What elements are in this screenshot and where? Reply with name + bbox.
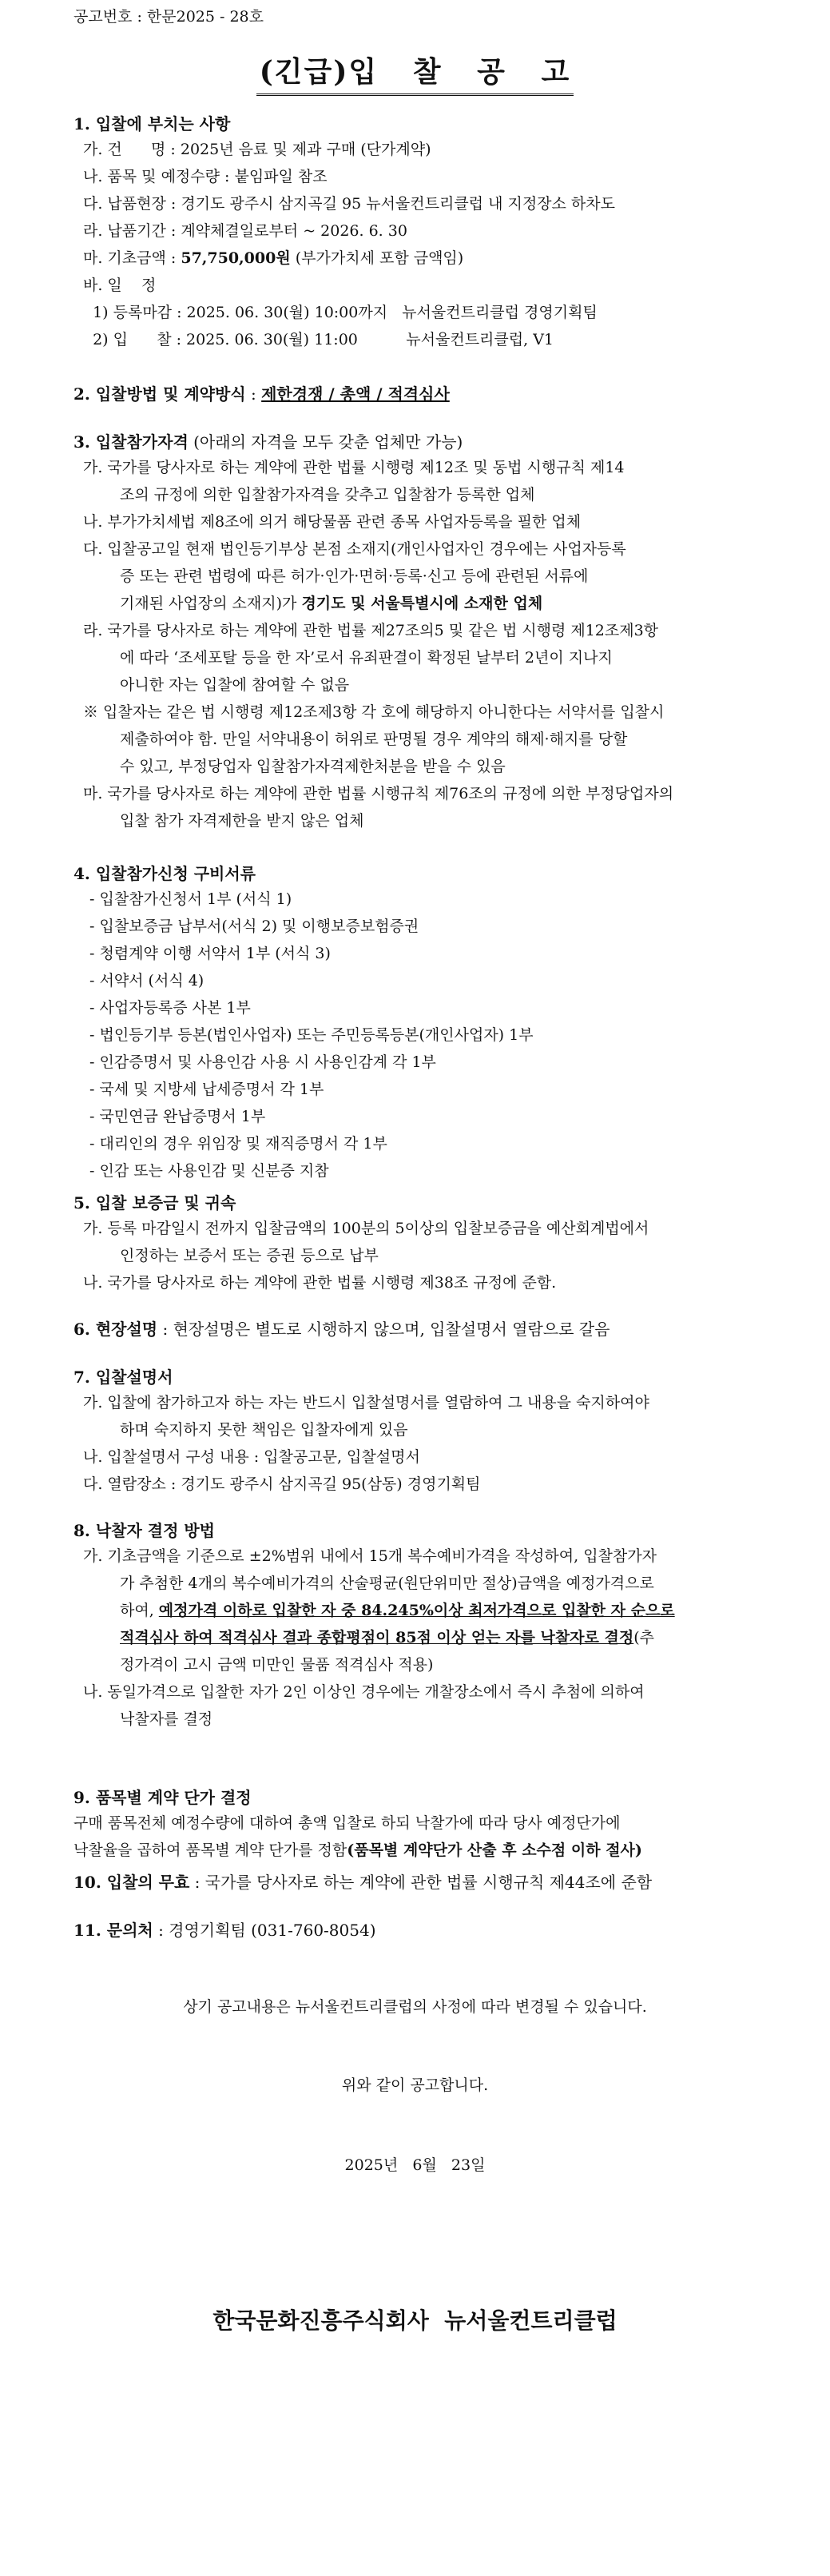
section-deposit xyxy=(73,1191,761,1296)
document-item: - 인감증명서 및 사용인감 사용 시 사용인감계 각 1부 xyxy=(89,1053,436,1071)
schedule-registration: 1) 등록마감 : 2025. 06. 30(월) 10:00까지 뉴서울컨트리클럽 경영기획팀 xyxy=(83,304,598,321)
award-a-cont: 가 추첨한 4개의 복수예비가격의 산술평균(원단위미만 절상)금액을 예정가격으로 xyxy=(120,1575,654,1592)
deposit-a: 가. 등록 마감일시 전까지 입찰금액의 100분의 5이상의 입찰보증금을 예산회계법에서 xyxy=(83,1220,649,1237)
section-title: 8. 낙찰자 결정 방법 xyxy=(73,1521,216,1540)
unit-price-text-3: 낙찰율을 곱하여 품목별 계약 단가를 정함 xyxy=(73,1841,347,1859)
invalid-bid-label: 10. 입찰의 무효 xyxy=(73,1873,190,1892)
document-item: - 대리인의 경우 위임장 및 재직증명서 각 1부 xyxy=(89,1135,387,1153)
award-emphasis: 예정가격 이하로 입찰한 자 중 84.245%이상 최저가격으로 입찰한 자 순으로 xyxy=(158,1602,675,1619)
document-list xyxy=(73,886,761,1184)
manual-a-cont: 하며 숙지하지 못한 책임은 입찰자에게 있음 xyxy=(120,1421,408,1439)
qualification-notice-cont2: 수 있고, 부정당업자 입찰참가자격제한처분을 받을 수 있음 xyxy=(120,758,506,775)
change-notice: 상기 공고내용은 뉴서울컨트리클럽의 사정에 따라 변경될 수 있습니다. xyxy=(183,1998,647,2016)
unit-price-text-2 xyxy=(73,1837,761,1864)
section-title: 4. 입찰참가신청 구비서류 xyxy=(73,864,256,883)
unit-price-emphasis: (품목별 계약단가 산출 후 소수점 이하 절사) xyxy=(347,1841,642,1859)
section-title: 7. 입찰설명서 xyxy=(73,1368,173,1387)
award-emphasis-2: 적격심사 하여 적격심사 결과 종합평점이 85점 이상 얻는 자를 낙찰자로 결정 xyxy=(120,1629,634,1646)
site-briefing-text: : 현장설명은 별도로 시행하지 않으며, 입찰설명서 열람으로 갈음 xyxy=(157,1320,610,1339)
qualification-c: 다. 입찰공고일 현재 법인등기부상 본점 소재지(개인사업자인 경우에는 사업자등록 xyxy=(83,540,626,558)
award-b-cont: 낙찰자를 결정 xyxy=(120,1710,213,1728)
qualification-d-cont: 에 따라 ‘조세포탈 등을 한 자’로서 유죄판결이 확정된 날부터 2년이 지나지 xyxy=(120,649,613,667)
qualification-c-cont: 증 또는 관련 법령에 따른 허가·인가·면허·등록·신고 등에 관련된 서류에 xyxy=(120,567,589,585)
section-title xyxy=(73,382,761,406)
section-site-briefing xyxy=(73,1317,761,1341)
item-name: 가. 건 명 : 2025년 음료 및 제과 구매 (단가계약) xyxy=(83,141,431,158)
document-item: - 사업자등록증 사본 1부 xyxy=(89,999,251,1017)
qualification-a-cont: 조의 규정에 의한 입찰참가자격을 갖추고 입찰참가 등록한 업체 xyxy=(120,486,535,504)
section-required-documents xyxy=(73,862,761,1184)
qualification-b: 나. 부가가치세법 제8조에 의거 해당물품 관련 종목 사업자등록을 필한 업체 xyxy=(83,513,582,531)
qualification-notice: ※ 입찰자는 같은 법 시행령 제12조제3항 각 호에 해당하지 아니한다는 서약서를 입찰시 xyxy=(83,703,665,721)
section-qualification xyxy=(73,430,761,834)
schedule-bidding: 2) 입 찰 : 2025. 06. 30(월) 11:00 뉴서울컨트리클럽, V1 xyxy=(83,331,554,348)
section-title xyxy=(73,430,761,454)
base-amount-value: 57,750,000원 xyxy=(181,249,291,267)
section-bid-subject xyxy=(73,112,761,353)
document-item: - 인감 또는 사용인감 및 신분증 지참 xyxy=(89,1162,329,1180)
contact-text: : 경영기획팀 (031-760-8054) xyxy=(153,1921,376,1940)
deposit-a-cont: 인정하는 보증서 또는 증권 등으로 납부 xyxy=(120,1247,379,1264)
section-award-method xyxy=(73,1519,761,1733)
section-unit-price xyxy=(73,1786,761,1864)
section-invalid-bid xyxy=(73,1870,761,1894)
site-briefing-label: 6. 현장설명 xyxy=(73,1320,158,1339)
contact-label: 11. 문의처 xyxy=(73,1921,153,1940)
award-text: 하여, xyxy=(120,1602,159,1619)
document-item: - 국세 및 지방세 납세증명서 각 1부 xyxy=(89,1081,324,1098)
qualification-label: 3. 입찰참가자격 xyxy=(73,432,189,452)
manual-c: 다. 열람장소 : 경기도 광주시 삼지곡길 95(삼동) 경영기획팀 xyxy=(83,1475,481,1493)
document-item: - 청렴계약 이행 서약서 1부 (서식 3) xyxy=(89,945,331,962)
document-item: - 입찰보증금 납부서(서식 2) 및 이행보증보험증권 xyxy=(89,918,419,935)
award-b: 나. 동일가격으로 입찰한 자가 2인 이상인 경우에는 개찰장소에서 즉시 추첨에 의하여 xyxy=(83,1683,645,1701)
bid-method-label: 2. 입찰방법 및 계약방식 xyxy=(73,384,246,404)
award-a-cont4: 정가격이 고시 금액 미만인 물품 적격심사 적용) xyxy=(120,1656,434,1674)
base-amount-label: 마. 기초금액 : xyxy=(83,249,181,267)
bid-method-value: 제한경쟁 / 총액 / 적격심사 xyxy=(261,384,450,404)
item-delivery-period: 라. 납품기간 : 계약체결일로부터 ~ 2026. 6. 30 xyxy=(83,222,407,240)
manual-a: 가. 입찰에 참가하고자 하는 자는 반드시 입찰설명서를 열람하여 그 내용을 숙지하여야 xyxy=(83,1394,649,1411)
qualification-c-text: 기재된 사업장의 소재지)가 xyxy=(120,595,302,612)
award-text-2: (추 xyxy=(633,1629,654,1646)
document-item: - 국민연금 완납증명서 1부 xyxy=(89,1108,266,1125)
manual-b: 나. 입찰설명서 구성 내용 : 입찰공고문, 입찰설명서 xyxy=(83,1448,420,1466)
section-title xyxy=(73,1317,761,1341)
section-contact xyxy=(73,1918,761,1942)
document-item: - 서약서 (서식 4) xyxy=(89,972,205,989)
section-bid-method xyxy=(73,382,761,406)
unit-price-text: 구매 품목전체 예정수량에 대하여 총액 입찰로 하되 낙찰가에 따라 당사 예정단가에 xyxy=(73,1814,621,1832)
award-a: 가. 기초금액을 기준으로 ±2%범위 내에서 15개 복수예비가격을 작성하여, 입찰참가자 xyxy=(83,1547,657,1565)
qualification-a: 가. 국가를 당사자로 하는 계약에 관한 법률 시행령 제12조 및 동법 시행규칙 제14 xyxy=(83,459,625,476)
qualification-d-cont2: 아니한 자는 입찰에 참여할 수 없음 xyxy=(120,676,350,694)
item-base-amount xyxy=(73,245,761,272)
qualification-e-cont: 입찰 참가 자격제한을 받지 않은 업체 xyxy=(120,812,364,830)
document-title xyxy=(0,50,830,96)
qualification-note: (아래의 자격을 모두 갖춘 업체만 가능) xyxy=(188,432,463,452)
section-title: 5. 입찰 보증금 및 귀속 xyxy=(73,1193,236,1212)
section-title: 9. 품목별 계약 단가 결정 xyxy=(73,1788,252,1807)
section-title: 1. 입찰에 부치는 사항 xyxy=(73,114,231,133)
item-delivery-site: 다. 납품현장 : 경기도 광주시 삼지곡길 95 뉴서울컨트리클럽 내 지정장소 하차도 xyxy=(83,195,615,213)
invalid-bid-text: : 국가를 당사자로 하는 계약에 관한 법률 시행규칙 제44조에 준함 xyxy=(189,1873,653,1892)
deposit-b: 나. 국가를 당사자로 하는 계약에 관한 법률 시행령 제38조 규정에 준함. xyxy=(83,1274,557,1292)
award-a-cont3 xyxy=(73,1624,761,1651)
item-schedule: 바. 일 정 xyxy=(83,277,157,294)
item-quantity: 나. 품목 및 예정수량 : 붙임파일 참조 xyxy=(83,168,328,185)
issuing-organization: 한국문화진흥주식회사 뉴서울컨트리클럽 xyxy=(212,2307,618,2334)
qualification-d: 라. 국가를 당사자로 하는 계약에 관한 법률 제27조의5 및 같은 법 시행령 제12조제3항 xyxy=(83,622,659,639)
document-item: - 법인등기부 등본(법인사업자) 또는 주민등록등본(개인사업자) 1부 xyxy=(89,1026,534,1044)
qualification-e: 마. 국가를 당사자로 하는 계약에 관한 법률 시행규칙 제76조의 규정에 의한 부정당업자의 xyxy=(83,785,674,802)
qualification-c-cont2 xyxy=(73,590,761,617)
notice-number: 공고번호 : 한문2025 - 28호 xyxy=(73,8,264,26)
section-title xyxy=(73,1918,761,1942)
base-amount-note: (부가가치세 포함 금액임) xyxy=(290,249,464,267)
document-item: - 입찰참가신청서 1부 (서식 1) xyxy=(89,890,292,908)
notice-date: 2025년 6월 23일 xyxy=(344,2156,486,2174)
section-title xyxy=(73,1870,761,1894)
document-title-text: (긴급)입 찰 공 고 xyxy=(256,50,574,96)
award-a-cont2 xyxy=(73,1597,761,1624)
closing-statement: 위와 같이 공고합니다. xyxy=(341,2076,489,2094)
qualification-notice-cont: 제출하여야 함. 만일 서약내용이 허위로 판명될 경우 계약의 해제·해지를 당할 xyxy=(120,731,628,748)
separator: : xyxy=(245,384,262,404)
section-bid-manual xyxy=(73,1365,761,1498)
qualification-c-emphasis: 경기도 및 서울특별시에 소재한 업체 xyxy=(301,595,543,612)
